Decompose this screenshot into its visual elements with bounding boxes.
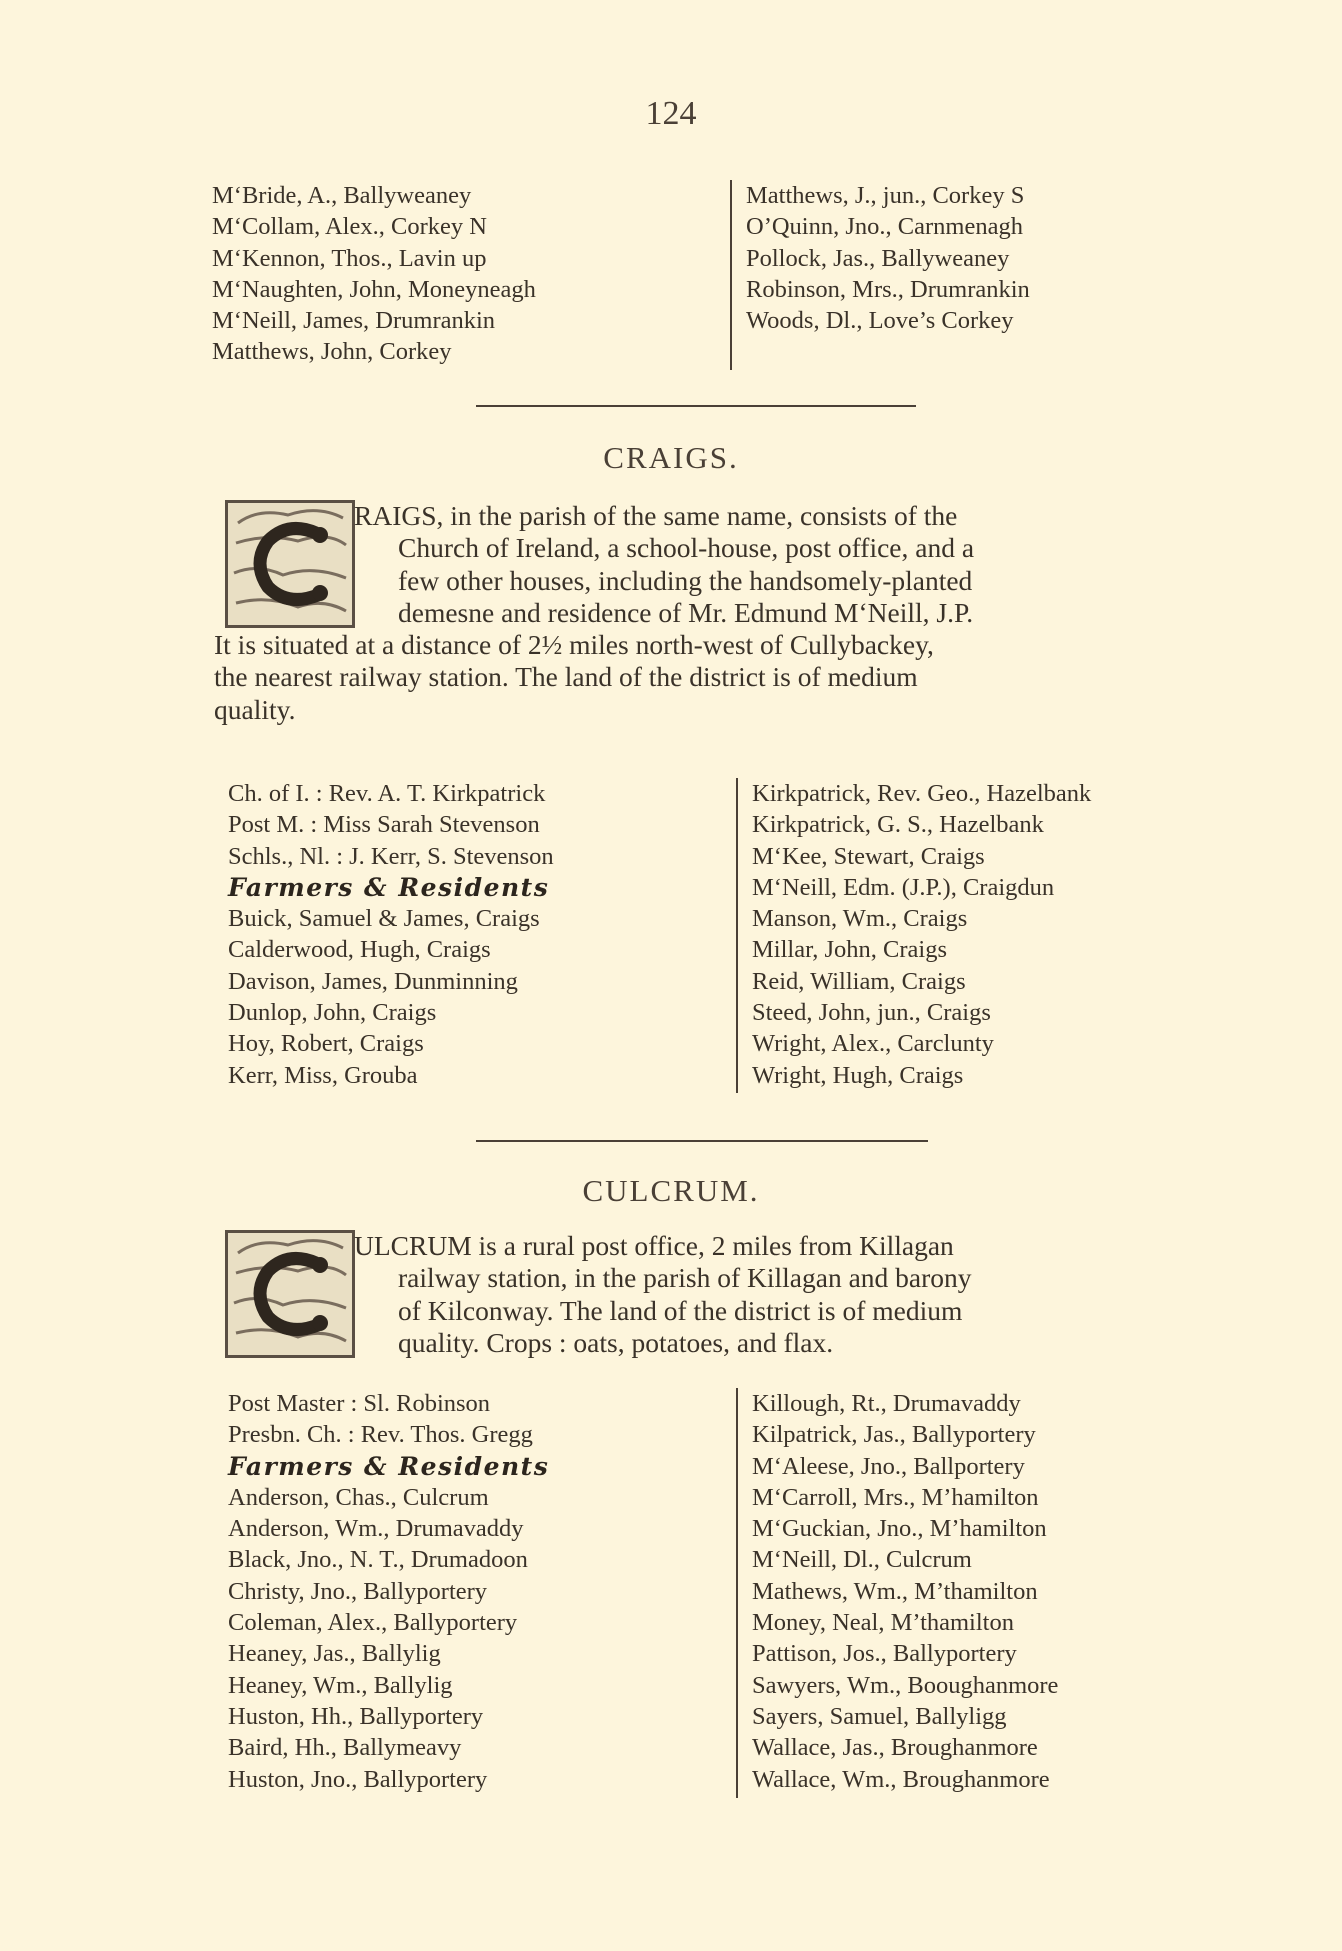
list-item: Ch. of I. : Rev. A. T. Kirkpatrick xyxy=(228,780,546,807)
paragraph-line: quality. Crops : oats, potatoes, and flax. xyxy=(398,1326,834,1358)
list-item: Woods, Dl., Love’s Corkey xyxy=(746,307,1014,335)
craigs-left-column xyxy=(228,778,736,1093)
list-item: Manson, Wm., Craigs xyxy=(752,905,968,933)
paragraph-line: few other houses, including the handsomely-planted xyxy=(398,564,973,596)
paragraph-line: demesne and residence of Mr. Edmund M‘Neill, J.P. xyxy=(398,596,974,628)
list-item: Matthews, John, Corkey xyxy=(212,338,452,366)
culcrum-heading: CULCRUM. xyxy=(582,1173,760,1208)
paragraph-line: RAIGS, in the parish of the same name, consists of the xyxy=(354,500,958,531)
craigs-directory xyxy=(228,778,1091,1093)
paragraph-line: quality. xyxy=(214,693,296,725)
culcrum-left-column xyxy=(228,1388,736,1798)
list-item: Buick, Samuel & James, Craigs xyxy=(228,905,540,933)
list-item: Sayers, Samuel, Ballyligg xyxy=(752,1702,1007,1730)
top-list xyxy=(212,180,1030,370)
list-item: M‘Aleese, Jno., Ballportery xyxy=(752,1452,1025,1480)
list-item: Killough, Rt., Drumavaddy xyxy=(752,1390,1021,1417)
list-item: Wallace, Wm., Broughanmore xyxy=(752,1765,1050,1793)
paragraph-line: It is situated at a distance of 2½ miles north-west of Cullybackey, xyxy=(214,629,934,661)
list-item: M‘Guckian, Jno., M’hamilton xyxy=(752,1515,1047,1543)
list-item: Black, Jno., N. T., Drumadoon xyxy=(228,1546,528,1574)
farmers-residents-heading: Farmers & Residents xyxy=(228,872,550,902)
list-item: Heaney, Jas., Ballylig xyxy=(228,1640,441,1668)
list-item: Schls., Nl. : J. Kerr, S. Stevenson xyxy=(228,842,554,870)
section-divider xyxy=(476,405,916,407)
culcrum-description xyxy=(224,1230,1244,1359)
paragraph-line: Church of Ireland, a school-house, post office, and a xyxy=(398,532,975,564)
list-item: Anderson, Wm., Drumavaddy xyxy=(228,1515,524,1543)
list-item: Wright, Alex., Carclunty xyxy=(752,1030,994,1058)
list-item: Matthews, J., jun., Corkey S xyxy=(746,182,1025,209)
list-item: Davison, James, Dunminning xyxy=(228,967,518,995)
list-item: O’Quinn, Jno., Carnmenagh xyxy=(746,213,1023,241)
list-item: Anderson, Chas., Culcrum xyxy=(228,1483,489,1511)
page-number: 124 xyxy=(645,95,697,132)
list-item: Mathews, Wm., M’thamilton xyxy=(752,1577,1038,1605)
farmers-residents-heading: Farmers & Residents xyxy=(228,1451,550,1481)
paragraph-line: the nearest railway station. The land of the district is of medium xyxy=(214,661,918,693)
list-item: Calderwood, Hugh, Craigs xyxy=(228,936,491,964)
culcrum-right-column xyxy=(738,1388,1058,1798)
list-item: Robinson, Mrs., Drumrankin xyxy=(746,275,1030,303)
list-item: Kerr, Miss, Grouba xyxy=(228,1061,418,1089)
list-item: M‘Neill, James, Drumrankin xyxy=(212,307,496,335)
list-item: Pollock, Jas., Ballyweaney xyxy=(746,244,1010,272)
craigs-right-column xyxy=(738,778,1091,1093)
list-item: M‘Neill, Dl., Culcrum xyxy=(752,1546,972,1574)
list-item: Pattison, Jos., Ballyportery xyxy=(752,1640,1017,1668)
craigs-description xyxy=(214,500,1244,726)
list-item: Huston, Jno., Ballyportery xyxy=(228,1765,488,1793)
list-item: Kilpatrick, Jas., Ballyportery xyxy=(752,1421,1036,1449)
list-item: Baird, Hh., Ballymeavy xyxy=(228,1734,462,1762)
list-item: Sawyers, Wm., Booughanmore xyxy=(752,1671,1059,1699)
list-item: Heaney, Wm., Ballylig xyxy=(228,1671,453,1699)
list-item: Coleman, Alex., Ballyportery xyxy=(228,1609,518,1637)
list-item: Post M. : Miss Sarah Stevenson xyxy=(228,811,540,839)
paragraph-line: of Kilconway. The land of the district is of medium xyxy=(398,1294,963,1326)
top-list-left-column xyxy=(212,180,730,370)
list-item: Post Master : Sl. Robinson xyxy=(228,1390,491,1417)
list-item: Reid, William, Craigs xyxy=(752,967,966,995)
top-list-right-column xyxy=(732,180,1030,370)
paragraph-line: railway station, in the parish of Killagan and barony xyxy=(398,1262,972,1294)
list-item: Kirkpatrick, Rev. Geo., Hazelbank xyxy=(752,780,1092,807)
list-item: Huston, Hh., Ballyportery xyxy=(228,1702,484,1730)
culcrum-directory xyxy=(228,1388,1058,1798)
list-item: M‘Collam, Alex., Corkey N xyxy=(212,213,487,241)
list-item: Steed, John, jun., Craigs xyxy=(752,999,991,1027)
list-item: M‘Bride, A., Ballyweaney xyxy=(212,182,472,209)
paragraph-line: ULCRUM is a rural post office, 2 miles from Killagan xyxy=(354,1230,954,1261)
list-item: Christy, Jno., Ballyportery xyxy=(228,1577,488,1605)
list-item: M‘Kennon, Thos., Lavin up xyxy=(212,244,487,272)
list-item: Hoy, Robert, Craigs xyxy=(228,1030,424,1058)
list-item: M‘Kee, Stewart, Craigs xyxy=(752,842,985,870)
list-item: M‘Neill, Edm. (J.P.), Craigdun xyxy=(752,873,1055,901)
list-item: Wright, Hugh, Craigs xyxy=(752,1061,964,1089)
list-item: M‘Carroll, Mrs., M’hamilton xyxy=(752,1483,1039,1511)
list-item: Millar, John, Craigs xyxy=(752,936,948,964)
list-item: M‘Naughten, John, Moneyneagh xyxy=(212,275,536,303)
list-item: Wallace, Jas., Broughanmore xyxy=(752,1734,1038,1762)
list-item: Presbn. Ch. : Rev. Thos. Gregg xyxy=(228,1421,533,1449)
list-item: Kirkpatrick, G. S., Hazelbank xyxy=(752,811,1044,839)
list-item: Dunlop, John, Craigs xyxy=(228,999,437,1027)
section-divider xyxy=(476,1140,928,1142)
craigs-heading: CRAIGS. xyxy=(603,440,739,475)
list-item: Money, Neal, M’thamilton xyxy=(752,1609,1014,1637)
